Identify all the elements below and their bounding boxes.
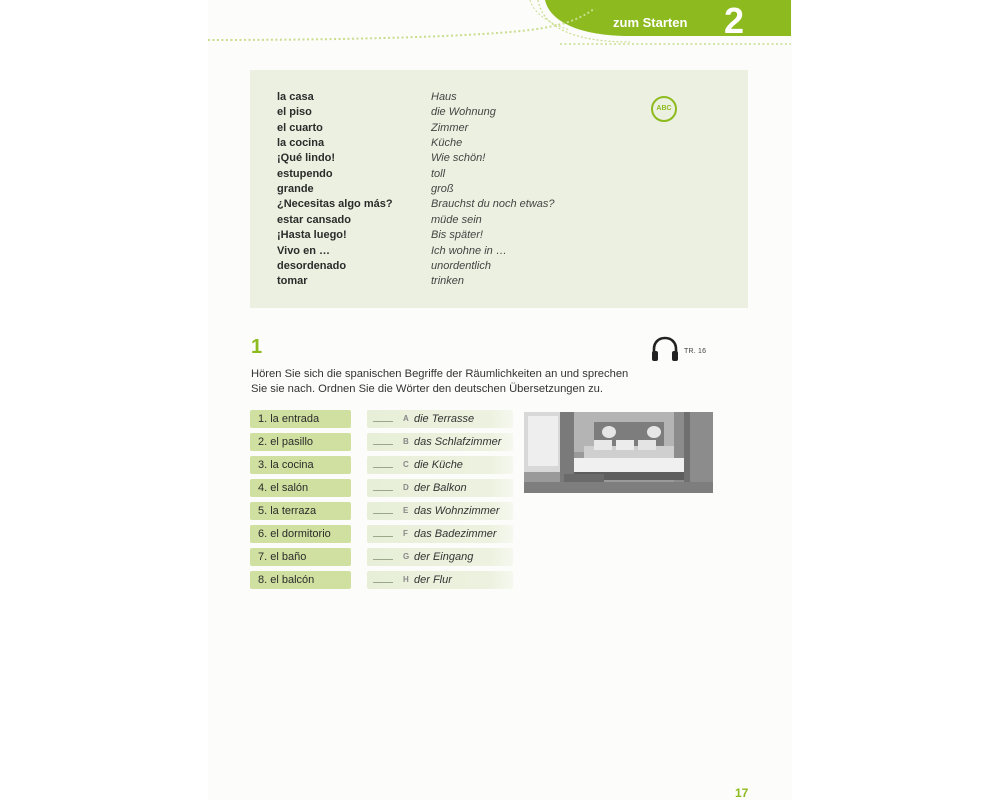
headphones-icon[interactable] [650,335,680,363]
german-translation: das Wohnzimmer [414,505,500,517]
vocab-spanish: el piso [277,106,312,119]
translation-row [367,479,513,497]
bedroom-photo [524,412,713,493]
spanish-term: 4. el salón [250,479,351,497]
spanish-term: 1. la entrada [250,410,351,428]
answer-blank[interactable] [373,479,393,491]
answer-blank[interactable] [373,525,393,537]
vocab-german: groß [431,183,454,196]
vocab-spanish: Vivo en … [277,244,330,257]
vocabulary-box [250,70,748,308]
german-translation: das Schlafzimmer [414,436,502,448]
vocab-spanish: tomar [277,275,308,288]
option-letter: B [403,437,409,446]
vocab-spanish: la casa [277,91,314,103]
vocab-spanish: estar cansado [277,213,351,226]
option-letter: A [403,414,409,423]
answer-blank[interactable] [373,456,393,468]
exercise-instructions [251,367,651,396]
vocab-german: trinken [431,275,465,288]
vocab-spanish: ¡Hasta luego! [277,229,347,242]
track-label: TR. 16 [684,348,707,355]
option-letter: H [403,575,409,584]
german-translation: das Badezimmer [414,528,497,540]
answer-blank[interactable] [373,548,393,560]
option-letter: G [403,552,410,561]
translation-row [367,433,513,451]
option-letter: C [403,460,409,469]
spanish-term: 8. el balcón [250,571,351,589]
section-number: 2 [724,0,745,41]
option-letter: D [403,483,409,492]
vocab-german: Ich wohne in … [431,244,507,257]
vocab-spanish: ¿Necesitas algo más? [277,198,393,211]
vocab-german: Bis später! [431,229,483,242]
vocab-spanish: desordenado [277,259,347,272]
vocab-german: Haus [431,91,457,103]
german-translation: die Terrasse [414,413,475,425]
page-number: 17 [735,786,749,800]
instructions-line-2: Sie sie nach. Ordnen Sie die Wörter den deutschen Übersetzungen zu. [251,382,603,395]
option-letter: E [403,506,409,515]
spanish-term: 5. la terraza [250,502,351,520]
vocab-german: toll [431,167,446,180]
vocab-german: unordentlich [431,259,491,272]
german-translation: der Flur [414,574,452,586]
exercise-number: 1 [251,336,263,358]
instructions-line-1: Hören Sie sich die spanischen Begriffe der Räumlichkeiten an und sprechen [251,368,629,380]
answer-blank[interactable] [373,433,393,445]
option-letter: F [403,529,408,538]
vocab-spanish: ¡Qué lindo! [277,152,336,165]
spanish-term: 7. el baño [250,548,351,566]
answer-blank[interactable] [373,571,393,583]
german-translation: der Balkon [414,482,467,494]
spanish-term: 2. el pasillo [250,433,351,451]
spanish-term: 3. la cocina [250,456,351,474]
header-banner [200,0,800,60]
vocab-spanish: el cuarto [277,121,323,134]
vocab-german: die Wohnung [431,106,496,119]
translation-row [367,456,513,474]
vocab-german: Brauchst du noch etwas? [431,198,555,211]
translation-row [367,410,513,428]
abc-icon: ABC [651,96,677,122]
vocab-spanish: grande [277,183,314,196]
answer-blank[interactable] [373,502,393,514]
translation-row [367,571,513,589]
vocab-german: Wie schön! [431,152,486,165]
vocab-spanish: estupendo [277,167,333,180]
spanish-term: 6. el dormitorio [250,525,351,543]
translation-row [367,525,513,543]
vocab-german: Küche [431,137,463,150]
vocab-german: Zimmer [431,121,469,134]
german-translation: der Eingang [414,551,474,563]
vocab-spanish: la cocina [277,137,325,150]
translation-row [367,502,513,520]
vocab-german: müde sein [431,213,482,226]
section-label: zum Starten [613,15,688,30]
german-translation: die Küche [414,459,463,471]
answer-blank[interactable] [373,410,393,422]
translation-row [367,548,513,566]
